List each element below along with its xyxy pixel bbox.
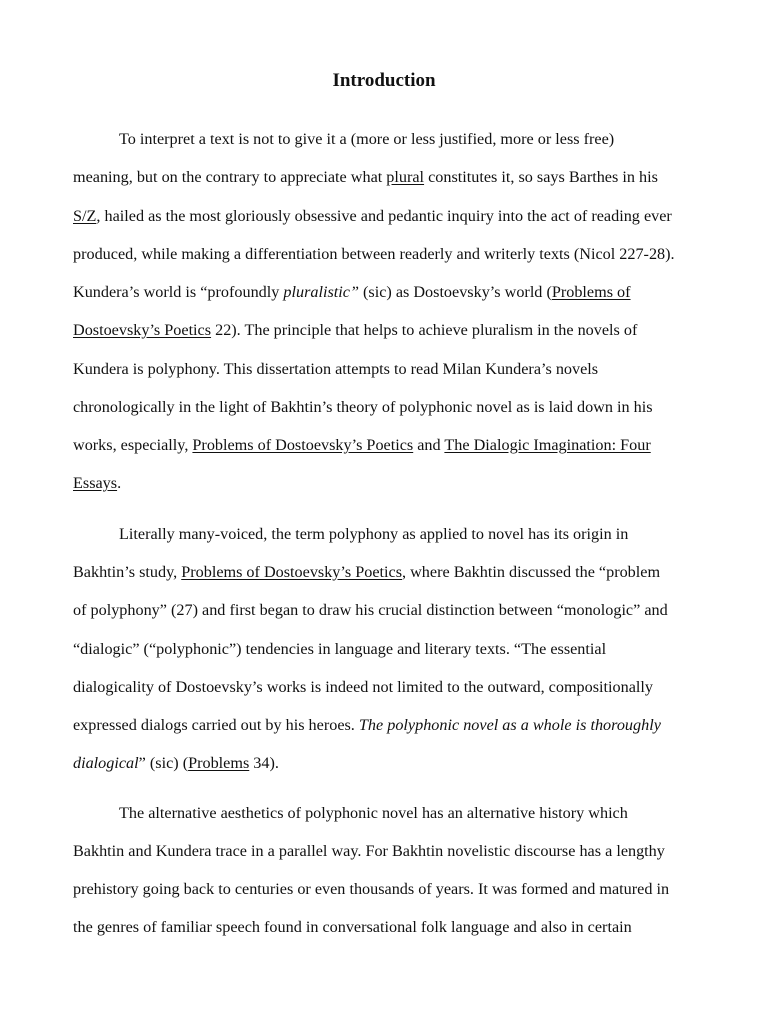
text-line (73, 638, 606, 660)
text-run: constitutes it, so says Barthes in his (424, 168, 658, 186)
underlined-title: S/Z (73, 207, 97, 225)
underlined-title: The Dialogic Imagination: Four (444, 436, 651, 454)
text-run: “dialogic” (“polyphonic”) tendencies in language and literary texts. “The essential (73, 640, 607, 658)
text-line (73, 714, 661, 736)
italic-text: pluralistic” (283, 283, 359, 301)
text-line (73, 599, 668, 621)
underlined-title: Problems of Dostoevsky’s Poetics (181, 563, 403, 581)
text-run: Literally many-voiced, the term polyphony as applied to novel has its origin in (119, 525, 629, 543)
text-line (73, 472, 121, 494)
text-run: meaning, but on the contrary to appreciate what (73, 168, 387, 186)
text-run: The alternative aesthetics of polyphonic novel has an alternative history which (119, 804, 628, 822)
text-line (73, 396, 653, 418)
text-line (73, 243, 675, 265)
text-line (73, 752, 279, 774)
page-title: Introduction (332, 70, 436, 91)
text-run: . (117, 474, 122, 492)
text-line (119, 523, 628, 545)
text-run: 34). (249, 754, 279, 772)
underlined-title: Problems of Dostoevsky’s Poetics (192, 436, 414, 454)
text-line (119, 128, 614, 150)
text-run: Kundera’s world is “profoundly (73, 283, 284, 301)
italic-quote: The polyphonic novel as a whole is thoroughly (358, 716, 661, 734)
underlined-title: Problems (188, 754, 250, 772)
text-line (73, 561, 660, 583)
italic-quote: dialogical (73, 754, 139, 772)
text-run: produced, while making a differentiation between readerly and writerly texts (Nicol 227-28). (73, 245, 675, 263)
text-line (73, 916, 632, 938)
text-run: expressed dialogs carried out by his heroes. (73, 716, 359, 734)
text-run: the genres of familiar speech found in conversational folk language and also in certain (73, 918, 632, 936)
text-line (73, 319, 637, 341)
text-run: works, especially, (73, 436, 193, 454)
underlined-title: Dostoevsky’s Poetics (73, 321, 212, 339)
text-run: To interpret a text is not to give it a (more or less justified, more or less free) (119, 130, 615, 148)
text-run: (sic) as Dostoevsky’s world ( (358, 283, 552, 301)
underlined-title: Essays (73, 474, 118, 492)
text-run: , hailed as the most gloriously obsessive and pedantic inquiry into the act of reading ever (96, 207, 672, 225)
text-run: prehistory going back to centuries or even thousands of years. It was formed and matured in (73, 880, 670, 898)
text-run: ” (sic) ( (138, 754, 189, 772)
text-run: Bakhtin’s study, (73, 563, 182, 581)
text-run: Kundera is polyphony. This dissertation attempts to read Milan Kundera’s novels (73, 360, 599, 378)
underlined-title: Problems of (551, 283, 631, 301)
text-line (73, 281, 631, 303)
underlined-term: plural (386, 168, 425, 186)
text-run: dialogicality of Dostoevsky’s works is indeed not limited to the outward, compositionally (73, 678, 653, 696)
text-line (73, 878, 669, 900)
text-run: of polyphony” (27) and first began to draw his crucial distinction between “monologic” and (73, 601, 668, 619)
text-run: 22). The principle that helps to achieve pluralism in the novels of (211, 321, 638, 339)
text-run: and (413, 436, 445, 454)
text-line (73, 358, 598, 380)
text-line (73, 676, 653, 698)
text-line (119, 802, 628, 824)
text-line (73, 166, 658, 188)
text-run: Bakhtin and Kundera trace in a parallel way. For Bakhtin novelistic discourse has a lengthy (73, 842, 665, 860)
text-line (73, 434, 651, 456)
text-line (73, 205, 672, 227)
text-run: chronologically in the light of Bakhtin’s theory of polyphonic novel as is laid down in his (73, 398, 653, 416)
text-line (73, 840, 665, 862)
text-run: , where Bakhtin discussed the “problem (402, 563, 661, 581)
